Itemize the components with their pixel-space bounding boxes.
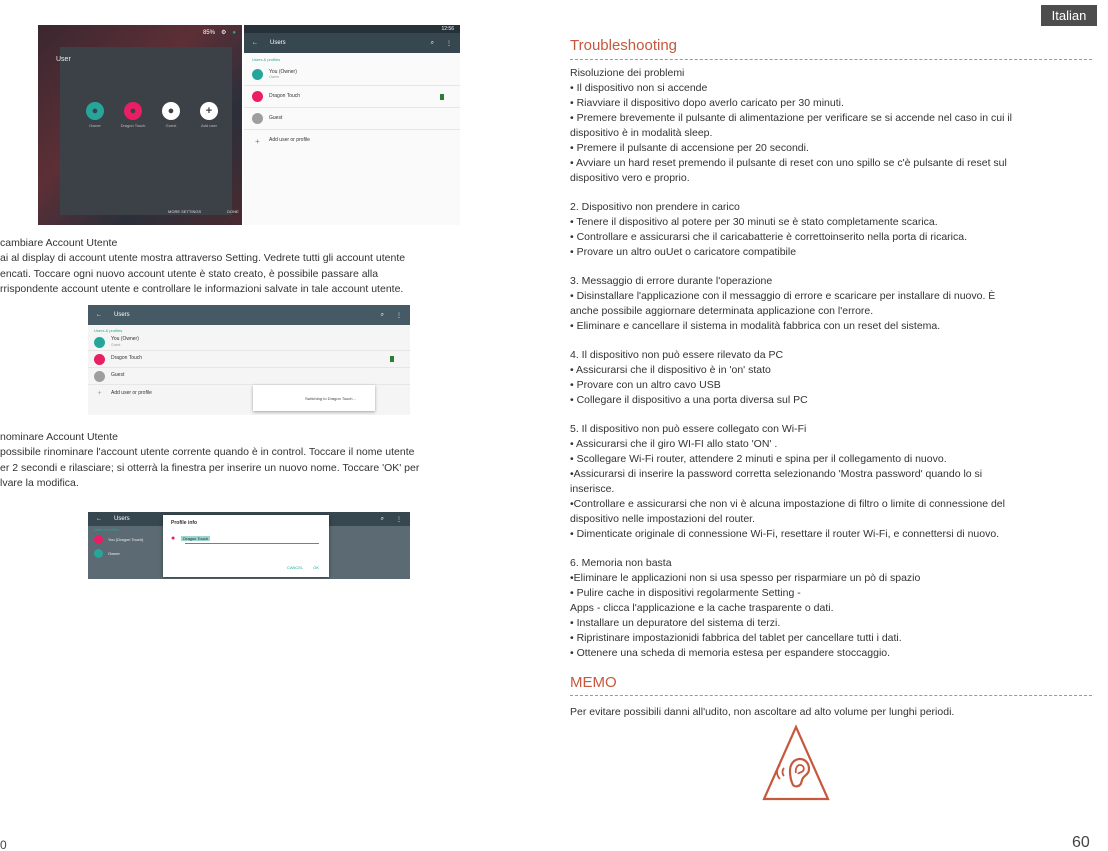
memo-title: MEMO bbox=[570, 674, 617, 691]
back-arrow-icon[interactable]: ← bbox=[252, 40, 258, 46]
person-icon bbox=[252, 113, 263, 124]
dialog-actions bbox=[168, 209, 239, 214]
avatar-guest[interactable]: ● Guest bbox=[158, 102, 184, 128]
add-user-row[interactable]: + Add user or profile bbox=[88, 385, 410, 402]
person-icon bbox=[94, 337, 105, 348]
trash-icon[interactable] bbox=[390, 356, 394, 362]
user-row-dragon-touch[interactable]: Dragon Touch bbox=[244, 86, 460, 108]
person-icon bbox=[94, 354, 105, 365]
dialog-buttons bbox=[287, 565, 319, 570]
user-row-owner[interactable]: You (Owner) Guest bbox=[88, 334, 410, 351]
person-icon bbox=[252, 69, 263, 80]
more-settings-button[interactable]: MORE SETTINGS bbox=[168, 209, 202, 214]
person-icon: ● bbox=[86, 102, 104, 120]
users-app-bar bbox=[244, 33, 460, 53]
status-time: 12:56 bbox=[441, 26, 454, 32]
add-user-row[interactable]: + Add user or profile bbox=[244, 130, 460, 152]
troubleshooting-subtitle: Risoluzione dei problemi bbox=[570, 67, 685, 79]
block-2: 2. Dispositivo non prendere in carico • Tenere il dispositivo al potere per 30 minuti se è stato completamente scarica. • Controllare e assicurarsi che il caricabatterie è correttoinserito nella porta di ricarica. • Provare un altro ouUet o caricatore compatibile bbox=[570, 201, 968, 258]
ok-button[interactable]: OK bbox=[313, 565, 319, 570]
switching-screenshot: ← Users ⌕ ⋮ Users & profiles You (Owner) Guest Dragon Touch Guest + Add user or profile Switching to Dragon Touch... bbox=[88, 305, 410, 415]
title-divider bbox=[570, 59, 1092, 60]
status-bar bbox=[244, 25, 460, 33]
block-4: 4. Il dispositivo non può essere rilevato da PC • Assicurarsi che il dispositivo è in 'on' stato • Provare con un altro cavo USB • Collegare il dispositivo a una porta diversa sul PC bbox=[570, 349, 808, 406]
more-vert-icon[interactable]: ⋮ bbox=[446, 40, 452, 47]
avatar-row bbox=[82, 102, 222, 128]
avatar-add-user[interactable]: + Add user bbox=[196, 102, 222, 128]
user-dialog-title: User bbox=[56, 56, 71, 63]
users-app-bar: ← Users ⌕ ⋮ bbox=[88, 512, 410, 526]
block-1: • Il dispositivo non si accende • Riavviare il dispositivo dopo averlo caricato per 30 minuti. • Premere brevemente il pulsante di alimentazione per verificare se si accende nel caso in cui il dispositivo è in modalità sleep. • Premere il pulsante di accensione per 20 secondi. • Avviare un hard reset premendo il pulsante di reset con uno spillo se c'è pulsante di reset sul dispositivo vero e proprio. bbox=[570, 82, 1012, 184]
users-app-bar: ← Users ⌕ ⋮ bbox=[88, 305, 410, 325]
user-row-owner[interactable]: Owner bbox=[88, 546, 410, 560]
person-icon bbox=[94, 371, 105, 382]
person-icon: ● bbox=[171, 535, 176, 542]
user-row-guest[interactable]: Guest bbox=[244, 108, 460, 130]
user-row-guest[interactable]: Guest bbox=[88, 368, 410, 385]
user-row-dragon-touch[interactable]: Dragon Touch bbox=[88, 351, 410, 368]
person-icon bbox=[94, 549, 103, 558]
status-bar bbox=[203, 29, 236, 36]
search-icon[interactable]: ⌕ bbox=[380, 515, 384, 522]
name-field-row bbox=[171, 535, 321, 542]
user-row-dragon-touch[interactable]: You (Dragon Touch) bbox=[88, 532, 410, 546]
user-icon: ● bbox=[232, 29, 236, 36]
back-arrow-icon[interactable]: ← bbox=[96, 312, 102, 318]
memo-divider bbox=[570, 695, 1092, 696]
battery-text: 85% bbox=[202, 29, 215, 36]
switching-toast: Switching to Dragon Touch... bbox=[253, 385, 375, 411]
user-dialog bbox=[60, 47, 232, 215]
block-3: 3. Messaggio di errore durante l'operazione • Disinstallare l'applicazione con il messaggio di errore e scaricare per installare di nuovo. È anche possibile aggiornare determinata applicazione con l'errore. • Eliminare e cancellare il sistema in modalità fabbrica con un reset del sistema. bbox=[570, 275, 996, 332]
block-6: 6. Memoria non basta •Eliminare le applicazioni non si usa spesso per risparmiare un pò di spazio • Pulire cache in dispositivi regolarmente Setting - Apps - clicca l'applicazione e la cache trasparente o dati. • Installare un depuratore del sistema di terzi. • Ripristinare impostazionidi fabbrica del tablet per cancellare tutti i dati. • Ottenere una scheda di memoria estesa per espandere stoccaggio. bbox=[570, 557, 921, 659]
person-icon bbox=[252, 91, 263, 102]
cancel-button[interactable]: CANCEL bbox=[286, 565, 304, 570]
profile-info-dialog bbox=[163, 515, 329, 577]
language-tag: Italian bbox=[1041, 5, 1097, 26]
person-icon bbox=[94, 535, 103, 544]
left-page-number: 0 bbox=[0, 838, 7, 851]
plus-icon: + bbox=[200, 102, 218, 120]
back-arrow-icon[interactable]: ← bbox=[96, 516, 102, 522]
user-switch-screenshot bbox=[38, 25, 242, 225]
switch-account-text: ai al display di account utente mostra attraverso Setting. Vedrete tutti gli account utente encati. Toccare ogni nuovo account utente è stato creato, è possibile passare alla rrispondente account utente e controllare le informazioni salvate in tale account utente. bbox=[0, 252, 406, 295]
block-5: 5. Il dispositivo non può essere collegato con Wi-Fi • Assicurarsi che il giro WI-FI allo stato 'ON' . • Scollegare Wi-Fi router, attendere 2 minuti e spina per il collegamento di nuovo. •Assicurarsi di inserire la password corretta selezionando 'Mostra password' quando lo si inserisce. •Controllare e assicurarsi che non vi è alcuna impostazione di filtro o limite di connessione del dispositivo nelle impostazioni del router. • Dimenticate originale di connessione Wi-Fi, resettare il router Wi-Fi, e connettersi di nuovo. bbox=[570, 423, 1005, 540]
memo-text: Per evitare possibili danni all'udito, non ascoltare ad alto volume per lunghi periodi. bbox=[570, 706, 955, 718]
plus-icon: + bbox=[255, 136, 260, 146]
section-label: Users & profiles bbox=[252, 57, 281, 62]
rename-account-text: possibile rinominare l'account utente corrente quando è in control. Toccare il nome utente er 2 secondi e rilasciare; si otterrà la finestra per inserire un nuovo nome. Toccare 'OK' per lvare la modifica. bbox=[0, 446, 420, 489]
person-icon: ● bbox=[124, 102, 142, 120]
done-button[interactable]: DONE bbox=[227, 209, 239, 214]
search-icon[interactable]: ⌕ bbox=[430, 39, 434, 46]
troubleshooting-title: Troubleshooting bbox=[570, 37, 678, 54]
user-row-owner[interactable]: You (Owner) Owner bbox=[244, 64, 460, 86]
gear-icon: ⚙ bbox=[220, 30, 227, 36]
more-vert-icon[interactable]: ⋮ bbox=[396, 312, 402, 319]
profile-info-title: Profile info bbox=[171, 520, 198, 526]
hearing-warning-icon bbox=[760, 723, 832, 803]
search-icon[interactable]: ⌕ bbox=[380, 311, 384, 318]
troubleshooting-body bbox=[570, 66, 1095, 675]
person-icon: ● bbox=[162, 102, 180, 120]
more-vert-icon[interactable]: ⋮ bbox=[396, 516, 402, 523]
trash-icon[interactable] bbox=[440, 94, 444, 100]
profile-info-screenshot: ← Users ⌕ ⋮ Users & profiles You (Dragon Touch) Owner Profile info ● Dragon Touch CANCEL OK bbox=[88, 512, 410, 579]
users-title: Users bbox=[270, 40, 286, 46]
name-input[interactable]: Dragon Touch bbox=[183, 536, 209, 541]
avatar-dragon-touch[interactable]: ● Dragon Touch bbox=[120, 102, 146, 128]
input-underline bbox=[185, 543, 319, 544]
plus-icon: + bbox=[97, 390, 102, 397]
switch-account-heading: cambiare Account Utente bbox=[0, 237, 118, 249]
users-list-screenshot bbox=[244, 25, 460, 225]
rename-account-heading: nominare Account Utente bbox=[0, 431, 118, 443]
right-page-number: 60 bbox=[1072, 834, 1090, 851]
avatar-owner[interactable]: ● Owner bbox=[82, 102, 108, 128]
